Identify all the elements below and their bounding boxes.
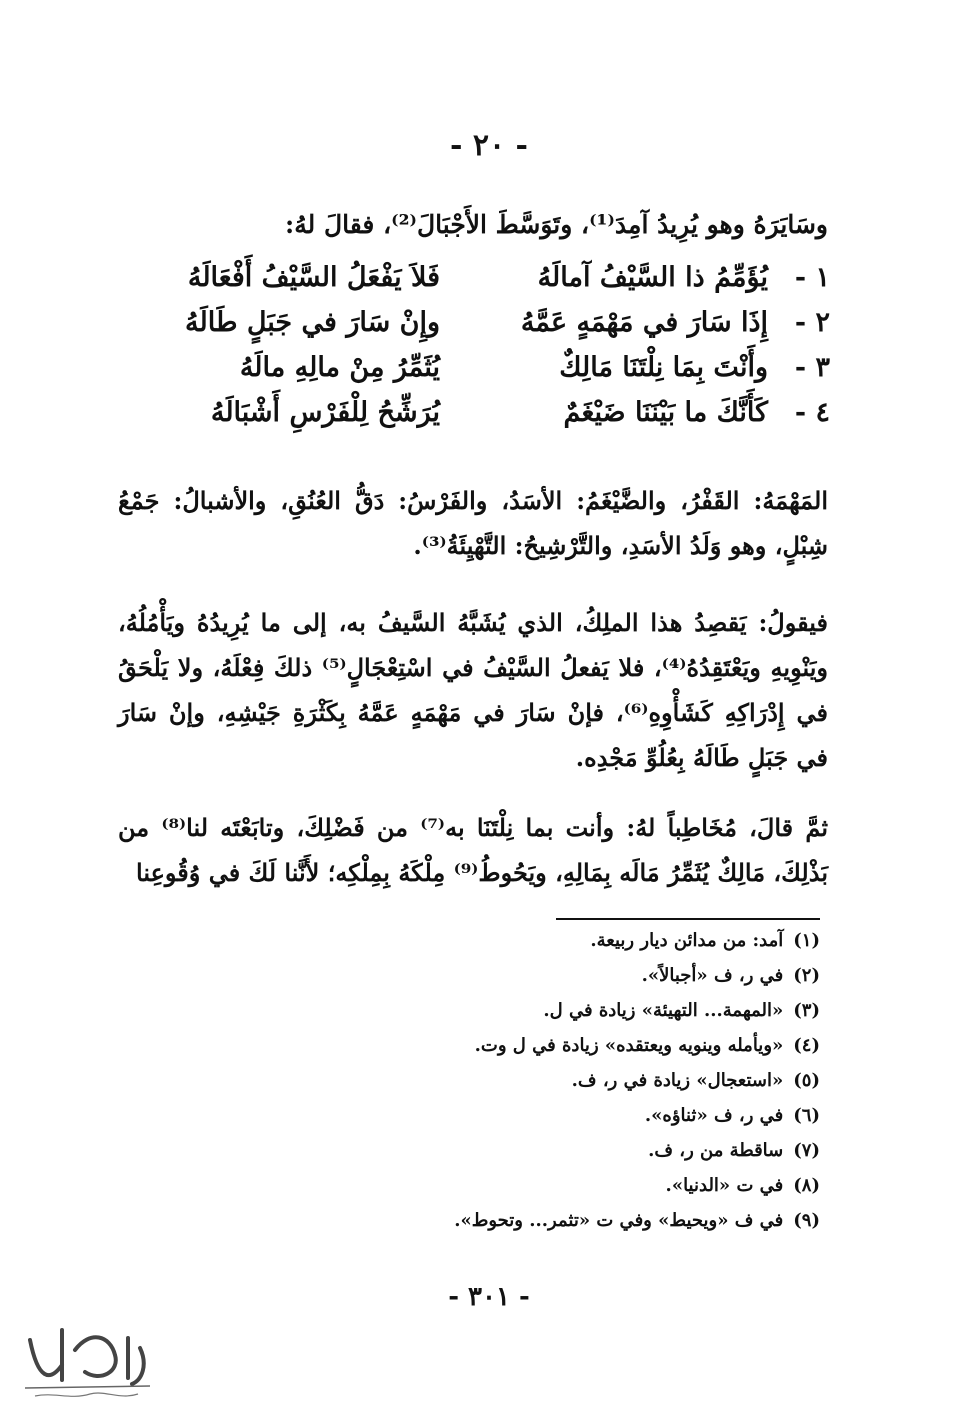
footnote-text: «ويأمله وينويه ويعتقده» زيادة في ل وت. [474,1035,784,1056]
footnote-text: ساقطة من ر، ف. [648,1140,784,1161]
footnote-text: «استعجال» زيادة في ر، ف. [571,1070,784,1091]
footnote-number: (٤) [793,1035,820,1056]
verse-first-hemistich: كَأَنَّكَ ما بَيْنَنَا ضَيْغَمٌ [563,397,768,428]
footnote-number: (٢) [793,965,820,986]
gloss-paragraph: المَهْمَهُ: القَفْرُ، والضَّيْغَمُ: الأسَدُ، والفَرْسُ: دَقُّ العُنُقِ، والأشبالُ: جَمْعُ شِبْلٍ، وهو وَلَدُ الأسَدِ، والتَّرْشِيحُ: التَّهْيِئَةُ⁽³⁾. [118,486,828,560]
footnote-number: (٦) [793,1105,820,1126]
verse-number: ٢ - [794,307,830,338]
footnote-text: في ت «الدنيا». [665,1175,784,1196]
footnote-6 [220,1105,820,1137]
verse-second-hemistich: فَلاَ يَفْعَلُ السَّيْفُ أَفْعَالَهُ [187,262,440,293]
verse-first-hemistich: وأَنْتَ بِمَا نِلْتَنَا مَالِكٌ [559,352,768,383]
page-number-top: - ٢٠ - [449,128,529,163]
footnote-text: في ر، ف «أجبالاً». [641,965,784,986]
verse-second-hemistich: يُثَمِّرُ مِنْ مالِهِ مالَهُ [239,352,440,383]
footnote-5 [220,1070,820,1102]
verse-first-hemistich: يُؤَمِّمُ ذا السَّيْفُ آمالَهُ [537,262,768,293]
footnote-1 [220,930,820,962]
footnote-number: (٨) [793,1175,820,1196]
footnote-number: (٧) [793,1140,820,1161]
verse-first-hemistich: إِذَا سَارَ في مَهْمَهٍ عَمَّهُ [520,307,768,338]
verse-second-hemistich: وإِنْ سَارَ في جَبَلٍ طَالَهُ [185,307,440,338]
footnote-number: (٣) [793,1000,820,1021]
footnote-2 [220,965,820,997]
verse-3 [110,352,830,400]
footnote-text: في ف «ويحيط» وفي ت «تثمر... وتحوط». [454,1210,784,1231]
verse-1 [110,262,830,310]
verse-second-hemistich: يُرَشِّحُ لِلْفَرْسِ أَشْبَالَهُ [210,397,440,428]
verse-number: ٤ - [794,397,830,428]
footnote-3 [220,1000,820,1032]
footnote-text: في ر، ف «ثناؤه». [644,1105,784,1126]
footnote-7 [220,1140,820,1172]
calligraphy-stamp-logo [10,1310,160,1405]
footnote-separator [556,918,820,920]
verse-2 [110,307,830,355]
verse-4 [110,397,830,445]
footnote-number: (١) [793,930,820,951]
verse-number: ٣ - [794,352,830,383]
commentary-paragraph-2: ثمَّ قالَ، مُخَاطِباً لهُ: وأنت بما نِلْتَنَا به⁽⁷⁾ من فَضْلِكَ، وتابَعْتَه لنا⁽⁸⁾ من بَذْلِكَ، مَالِكٌ يُثَمِّرُ مَالَه بِمَالِهِ، ويَحُوطُ⁽⁹⁾ مِلْكَهُ بِمِلْكِه؛ لأَنَّنا لَكَ في وُقُوعِنا [118,813,828,887]
verse-number: ١ - [794,262,830,293]
footnote-number: (٥) [793,1070,820,1091]
footnote-9 [220,1210,820,1242]
footnote-4 [220,1035,820,1067]
intro-line: وسَايَرَهُ وهو يُرِيدُ آمِدَ⁽¹⁾، وتَوَسَّطَ الأَجْبَالَ⁽²⁾، فقالَ لهُ: [285,210,828,239]
page-number-bottom: - ٣٠١ - [448,1282,530,1312]
footnote-text: «المهمة... التهيئة» زيادة في ل. [543,1000,784,1021]
footnote-text: آمد: من مدائن ديار ربيعة. [590,930,784,951]
commentary-paragraph-1: فيقولُ: يَقصِدُ هذا الملِكُ، الذي يُشَبَّهُ السَّيفُ به، إلى ما يُرِيدُهُ ويَأْمُلُهُ، ويَنْوِيهِ ويَعْتَقِدُهُ⁽⁴⁾، فلا يَفعلُ السَّيْفُ في اسْتِعْجَالٍ⁽⁵⁾ ذلكَ فِعْلَهُ، ولا يَلْحَقُ في إِدْرَاكِهِ كَشَأْوِهِ⁽⁶⁾، فإنْ سَارَ في مَهْمَهٍ عَمَّهُ بِكَثْرَةِ جَيْشِهِ، وإنْ سَارَ في جَبَلٍ طَالَهُ بِعُلُوِّ مَجْدِه. [118,608,828,772]
footnote-8 [220,1175,820,1207]
footnote-number: (٩) [793,1210,820,1231]
